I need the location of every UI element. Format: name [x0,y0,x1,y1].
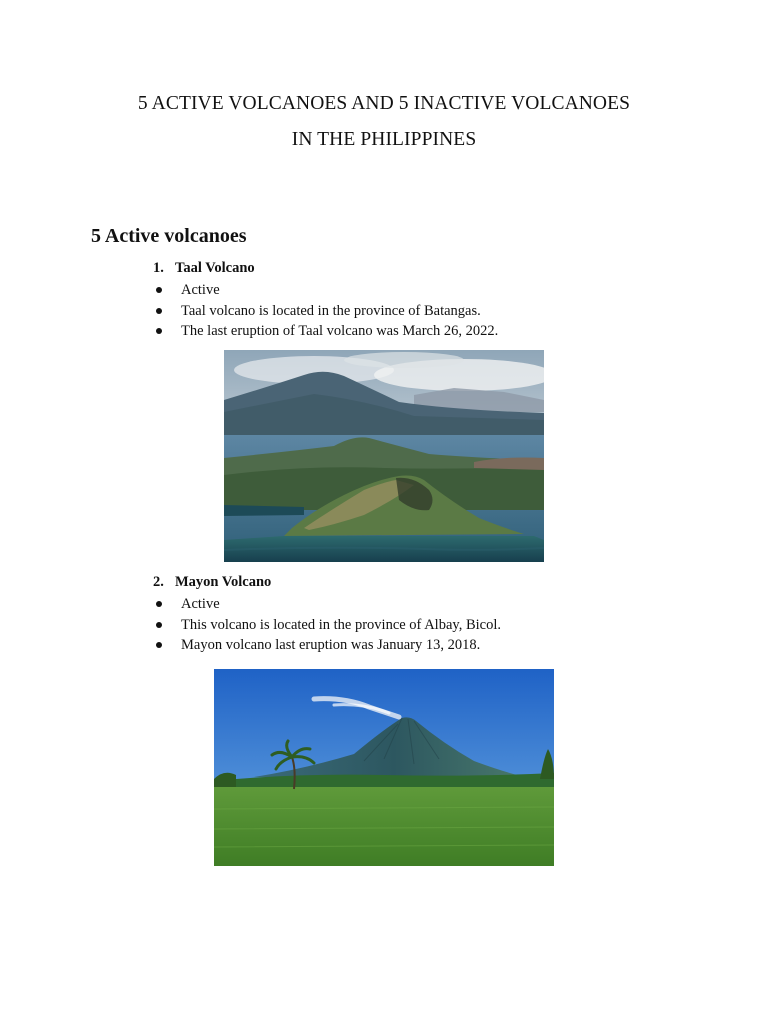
bullet-text: Active [181,596,220,612]
list-item [0,280,498,301]
volcano-2-name: Mayon Volcano [175,574,272,590]
volcano-1-name: Taal Volcano [175,260,255,276]
document-title-line-1: 5 ACTIVE VOLCANOES AND 5 INACTIVE VOLCANOES [137,93,631,114]
list-item [0,635,501,656]
bullet-icon [156,308,162,314]
volcano-1-heading [153,260,255,277]
mayon-volcano-photo [214,669,554,866]
volcano-2-bullet-list [0,594,501,656]
bullet-text: Taal volcano is located in the province of Batangas. [181,302,481,319]
bullet-text: Active [181,282,220,298]
taal-volcano-photo [224,350,544,562]
volcano-2-number: 2. [153,574,164,590]
document-title-line-2: IN THE PHILIPPINES [291,129,477,150]
volcano-1-bullet-list [0,280,498,342]
bullet-text: Mayon volcano last eruption was January 13, 2018. [181,637,481,653]
bullet-icon [156,642,162,648]
bullet-icon [156,287,162,293]
bullet-icon [156,622,162,628]
bullet-text: This volcano is located in the province of Albay, Bicol. [181,616,501,633]
section-heading-active-volcanoes: 5 Active volcanoes [91,225,247,247]
bullet-icon [156,601,162,607]
list-item [0,321,498,342]
volcano-2-heading [153,574,271,591]
list-item [0,594,501,615]
bullet-icon [156,328,162,334]
volcano-1-number: 1. [153,260,164,276]
bullet-text: The last eruption of Taal volcano was March 26, 2022. [181,323,499,339]
list-item [0,615,501,636]
list-item [0,301,498,322]
